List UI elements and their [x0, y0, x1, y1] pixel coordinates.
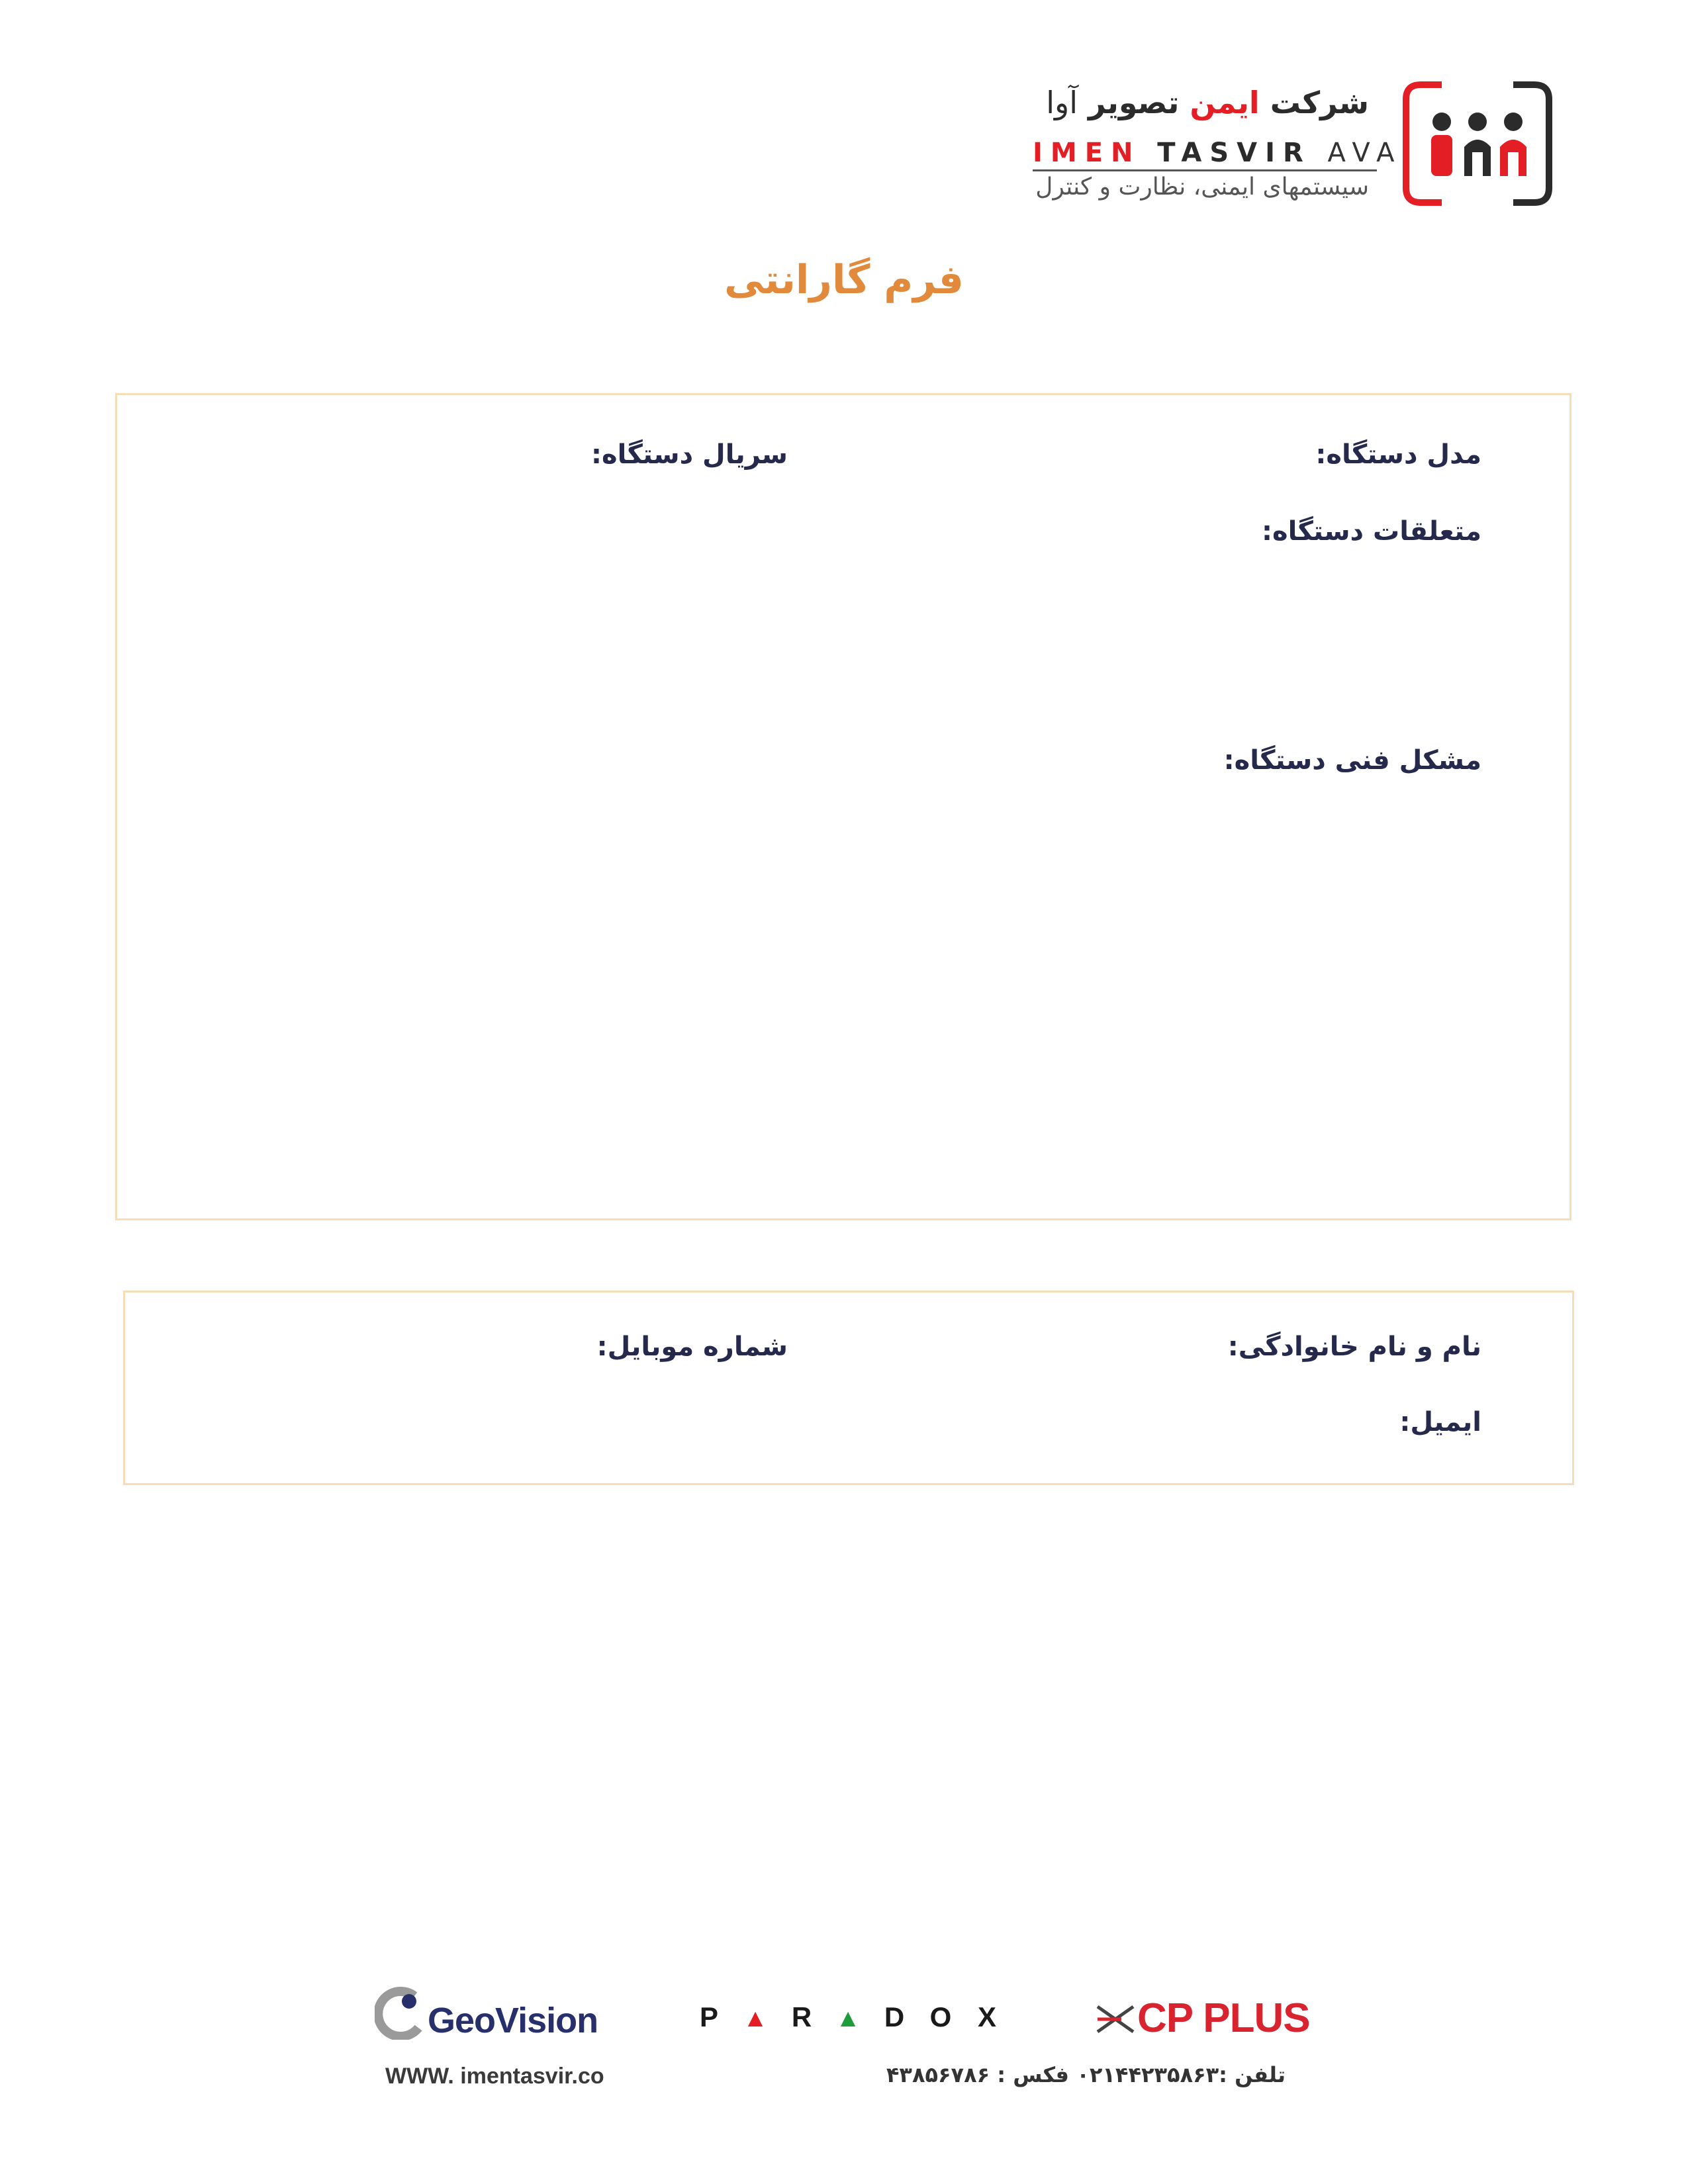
- device-serial-label: سریال دستگاه:: [591, 439, 788, 470]
- geovision-logo-icon: [375, 1987, 425, 2040]
- paradox-logo: [686, 2001, 1010, 2033]
- geovision-logo-text: GeoVision: [428, 2001, 598, 2040]
- paradox-letter-x: X: [977, 2001, 996, 2032]
- form-title: فرم گارانتی: [724, 257, 964, 303]
- header-divider: [1033, 169, 1377, 171]
- paradox-triangle-green-icon: ▲: [835, 2005, 861, 2032]
- customer-name-label: نام و نام خانوادگی:: [1227, 1332, 1481, 1362]
- paradox-triangle-red-icon: ▲: [743, 2005, 768, 2032]
- paradox-letter-p: P: [699, 2001, 718, 2032]
- company-name-accent: ایمن: [1190, 85, 1260, 120]
- website-link[interactable]: WWW. imentasvir.co: [385, 2064, 604, 2089]
- paradox-letter-r: R: [791, 2001, 812, 2032]
- customer-mobile-label: شماره موبایل:: [596, 1332, 788, 1362]
- customer-email-label: ایمیل:: [1399, 1407, 1481, 1437]
- company-name-fa: شرکت ایمن تصویر آوا: [1046, 85, 1369, 120]
- device-accessories-label: متعلقات دستگاه:: [1261, 516, 1481, 547]
- company-name-en: IMEN TASVIR AVA: [1033, 138, 1403, 168]
- paradox-letter-o: O: [929, 2001, 952, 2032]
- device-problem-label: مشکل فنی دستگاه:: [1223, 745, 1481, 776]
- customer-info-box: [123, 1291, 1574, 1485]
- paradox-letter-d: D: [884, 2001, 905, 2032]
- phone-number: تلفن :۰۲۱۴۴۲۳۵۸۶۳: [1076, 2062, 1286, 2087]
- fax-number: فکس : ۴۳۸۵۶۷۸۶: [886, 2062, 1069, 2087]
- company-logo: [1402, 81, 1553, 206]
- company-slogan: سیستمهای ایمنی، نظارت و کنترل: [1035, 173, 1369, 201]
- cpplus-emblem-icon: [1095, 2001, 1136, 2037]
- cpplus-logo-text: CP PLUS: [1137, 1995, 1310, 2041]
- device-model-label: مدل دستگاه:: [1315, 439, 1481, 470]
